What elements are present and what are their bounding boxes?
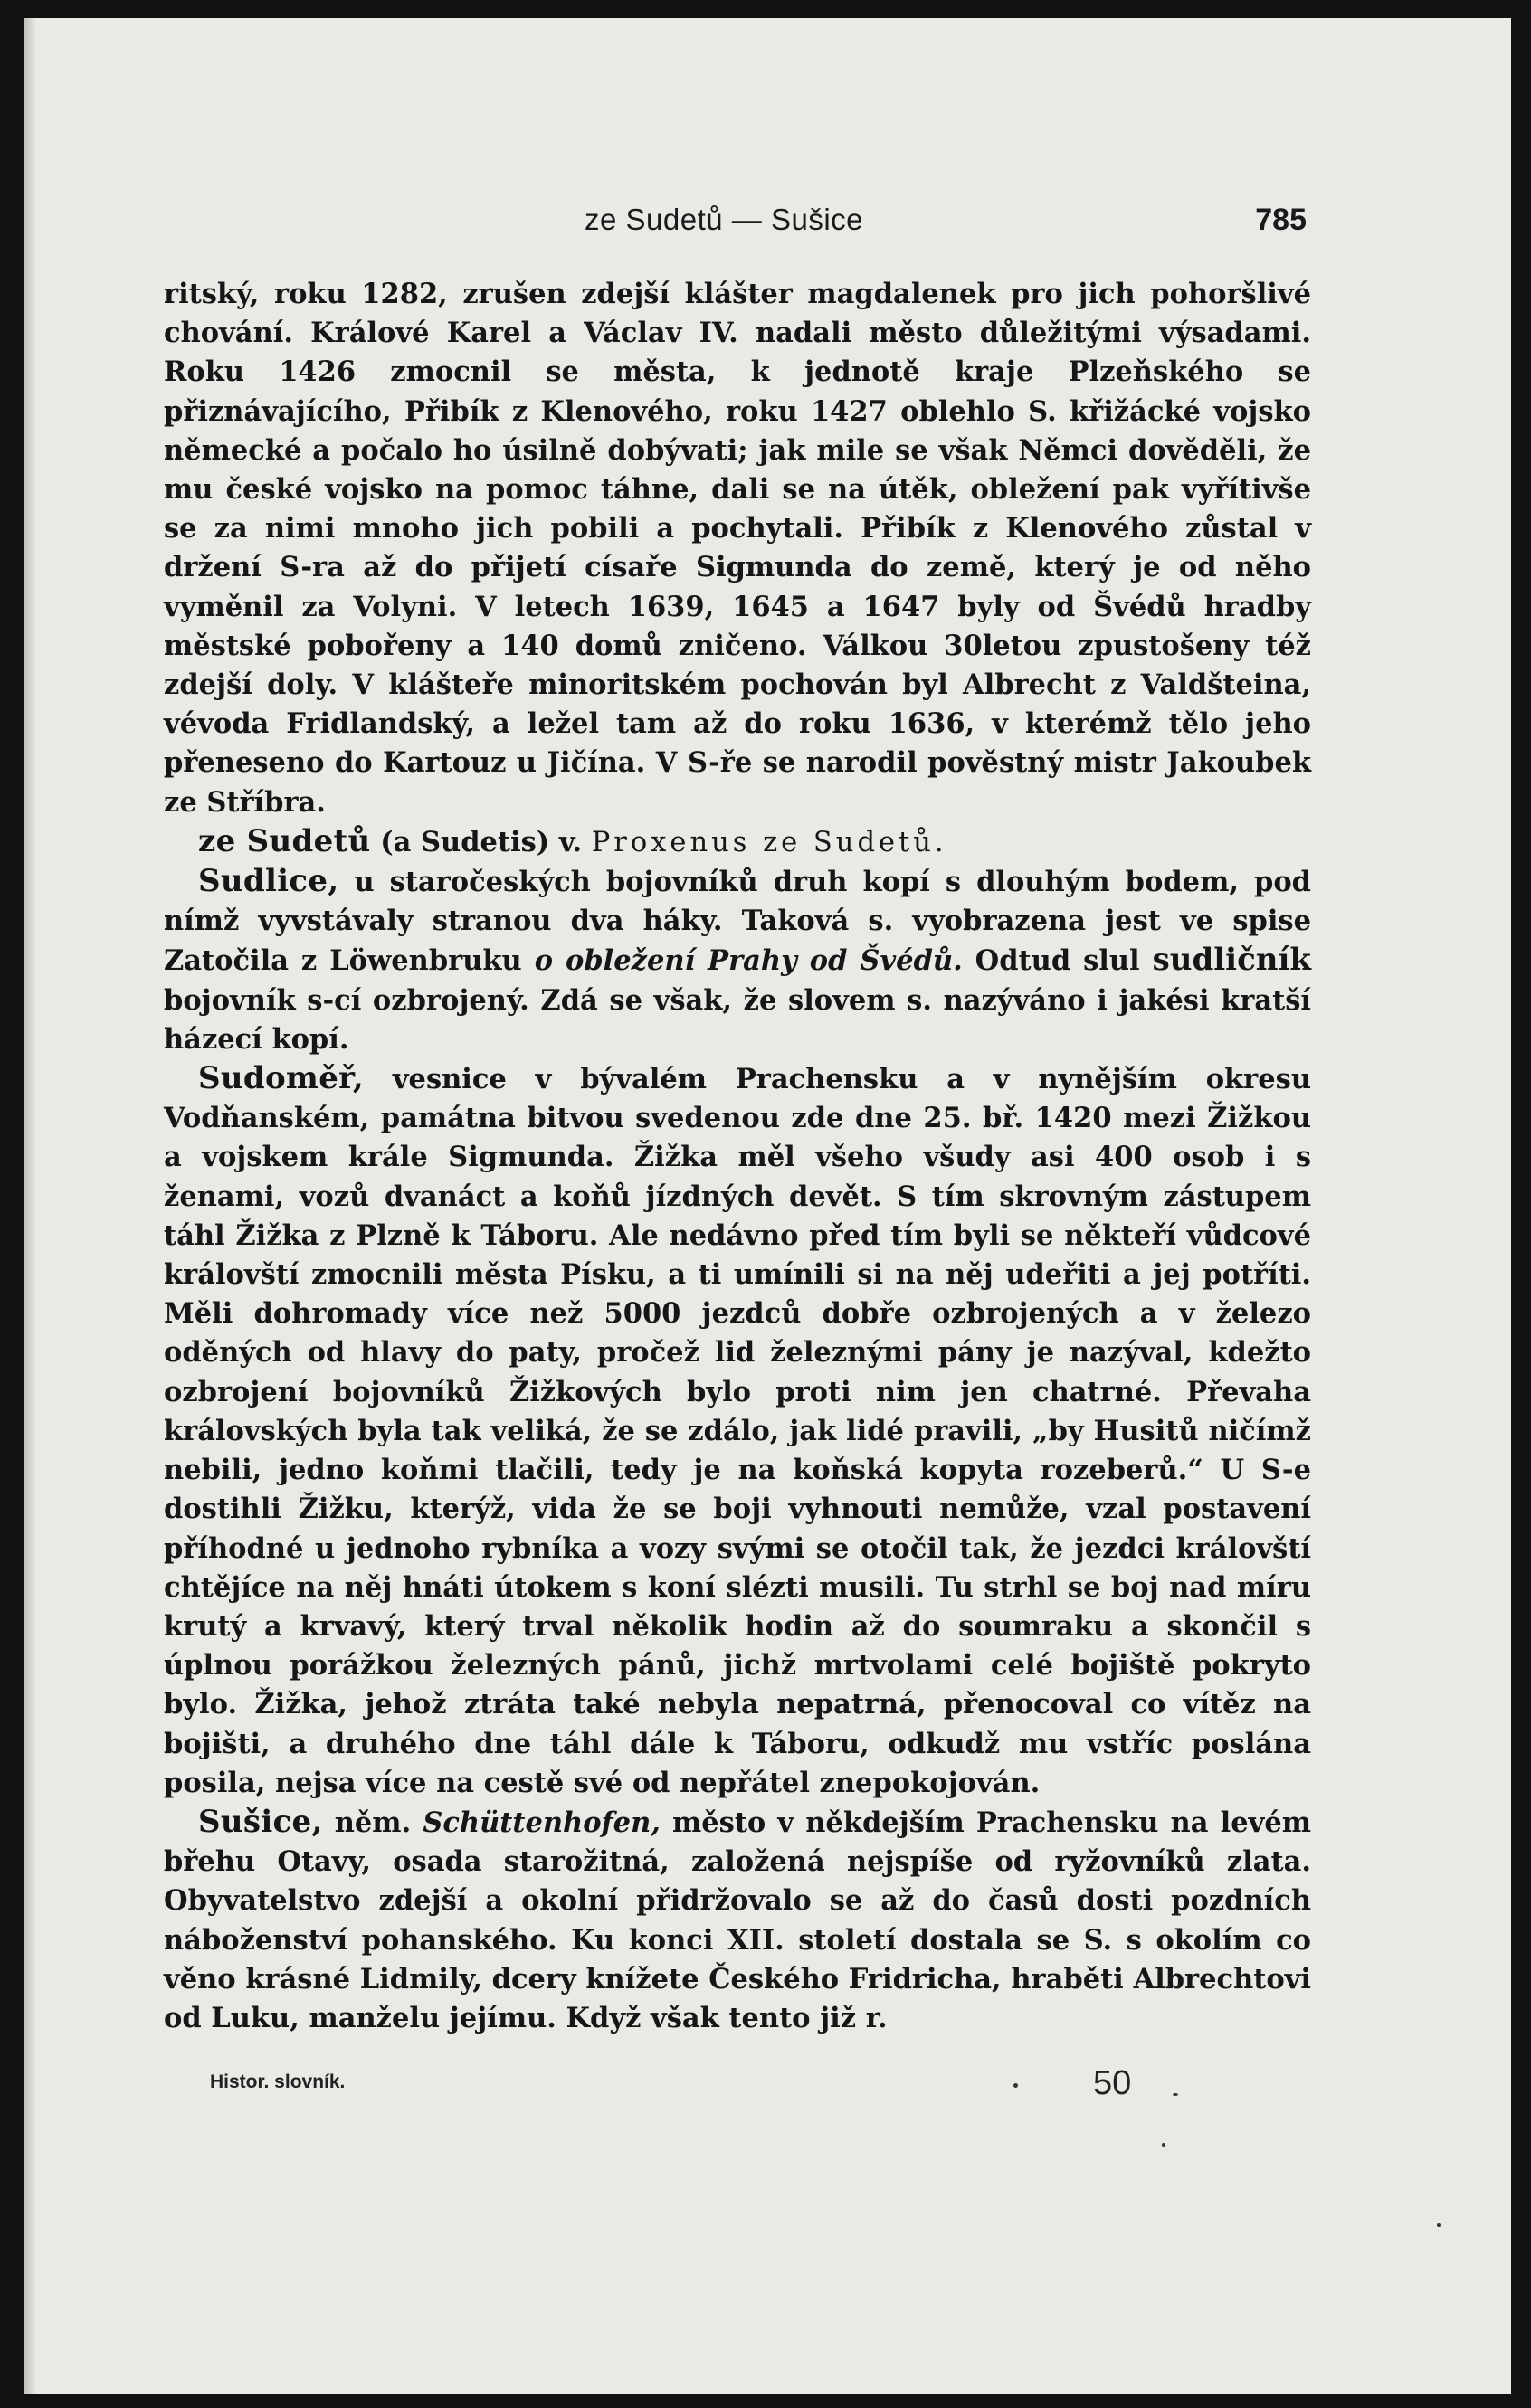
entry-continuation (164, 275, 1311, 822)
print-speck (1173, 2093, 1178, 2096)
headword: Sušice, (198, 1803, 323, 1840)
binding-shadow (24, 18, 36, 2394)
print-speck (1013, 2083, 1018, 2088)
entry-text: u staročeských bojovníků druh kopí s dlouhým bodem, pod nímž vyvstávaly stranou dva háky. Taková s. vyobrazena jest ve spise Zatočila z Löwenbruku (164, 866, 1311, 978)
entry-text: vesnice v bývalém Prachensku a v nynějším okresu Vodňanském, památna bitvou svedenou zde dne 25. bř. 1420 mezi Žižkou a vojskem krále Sigmunda. Žižka měl všeho všudy asi 400 osob i s ženami, vozů dvanáct a koňů jízdných devět. S tím skrovným zástupem táhl Žižka z Plzně k Táboru. Ale nedávno před tím byli se někteří vůdcové královští zmocnili města Písku, a ti umínili si na něj udeřiti a jej potříti. Měli dohromady více než 5000 jezdců dobře ozbrojených a v železo oděných od hlavy do paty, pročež lid železnými pány je nazýval, kdežto ozbrojení bojovníků Žižkových bylo proti nim jen chatrné. Převaha královských byla tak veliká, že se zdálo, jak lidé pravili, „by Husitů ničímž nebili, jedno koňmi tlačili, tedy je na koňská kopyta rozeberů.“ U S-e dostihli Žižku, kterýž, vida že se boji vyhnouti nemůže, vzal postavení příhodné u jednoho rybníka a vozy svými se otočil tak, že jezdci královští chtějíce na něj hnáti útokem s koní slézti musili. Tu strhl se boj nad míru krutý a krvavý, který trval několik hodin až do soumraku a skončil s úplnou porážkou železných pánů, jichž mrtvolami celé bojiště pokryto bylo. Žižka, jehož ztráta také nebyla nepatrná, přenocoval co vítěz na bojišti, a druhého dne táhl dále k Táboru, odkudž mu vstříc poslána posila, nejsa více na cestě své od nepřátel znepokojován. (164, 1063, 1311, 1799)
headword: Sudoměř, (198, 1060, 365, 1097)
entry-text: město v někdejším Prachensku na levém břehu Otavy, osada starožitná, založená nejspíše od ryžovníků zlata. Obyvatelstvo zdejší a okolní přidržovalo se až do časů dosti pozdních náboženství pohanského. Ku konci XII. století dostala se S. s okolím co věno krásné Lidmily, dcery knížete Českého Fridricha, hraběti Albrechtovi od Luku, manželu jejímu. Když však tento již r. (164, 1806, 1311, 2034)
page-footer (24, 2064, 1511, 2119)
headword: ze Sudetů (198, 822, 371, 859)
cross-reference: Proxenus ze Sudetů. (591, 826, 947, 858)
entry-text: něm. (322, 1806, 423, 1839)
sub-headword: sudličník (1152, 942, 1311, 979)
page-header (24, 203, 1511, 257)
headword: Sudlice, (198, 863, 339, 900)
sheet-number: 50 (1093, 2064, 1132, 2102)
entry-text: (a Sudetis) v. (370, 825, 592, 858)
entry-sudlice (164, 862, 1311, 1059)
entry-text: Odtud slul (962, 944, 1153, 978)
print-speck (1162, 2143, 1165, 2147)
book-title: o obležení Prahy od Švédů. (534, 944, 963, 978)
running-head: ze Sudetů — Sušice (585, 203, 863, 236)
print-speck (1437, 2223, 1441, 2227)
scanned-page (24, 18, 1511, 2394)
printer-signature: Histor. slovník. (210, 2071, 346, 2092)
entry-susice (164, 1803, 1311, 2038)
page-number: 785 (1255, 203, 1307, 237)
german-name: Schüttenhofen, (423, 1806, 661, 1839)
entry-text: bojovník s-cí ozbrojený. Zdá se však, že slovem s. nazýváno i jakési kratší házecí kopí. (164, 983, 1311, 1056)
entry-ze-sudetu (164, 822, 1311, 862)
entry-sudomer (164, 1059, 1311, 1803)
continuation-text: ritský, roku 1282, zrušen zdejší klášter magdalenek pro jich pohoršlivé chování. Králové Karel a Václav IV. nadali město důležitými výsadami. Roku 1426 zmocnil se města, k jednotě kraje Plzeňského se přiznávajícího, Přibík z Klenového, roku 1427 oblehlo S. křižácké vojsko německé a počalo ho úsilně dobývati; jak mile se však Němci dověděli, že mu české vojsko na pomoc táhne, dali se na útěk, obležení pak vyřítivše se za nimi mnoho jich pobili a pochytali. Přibík z Klenového zůstal v držení S-ra až do přijetí císaře Sigmunda do země, který je od něho vyměnil za Volyni. V letech 1639, 1645 a 1647 byly od Švédů hradby městské pobořeny a 140 domů zničeno. Válkou 30letou zpustošeny též zdejší doly. V klášteře minoritském pochován byl Albrecht z Valdšteina, vévoda Fridlandský, a ležel tam až do roku 1636, v kterémž tělo jeho přeneseno do Kartouz u Jičína. V S-ře se narodil pověstný mistr Jakoubek ze Stříbra. (164, 278, 1311, 819)
body-text (164, 275, 1311, 2038)
